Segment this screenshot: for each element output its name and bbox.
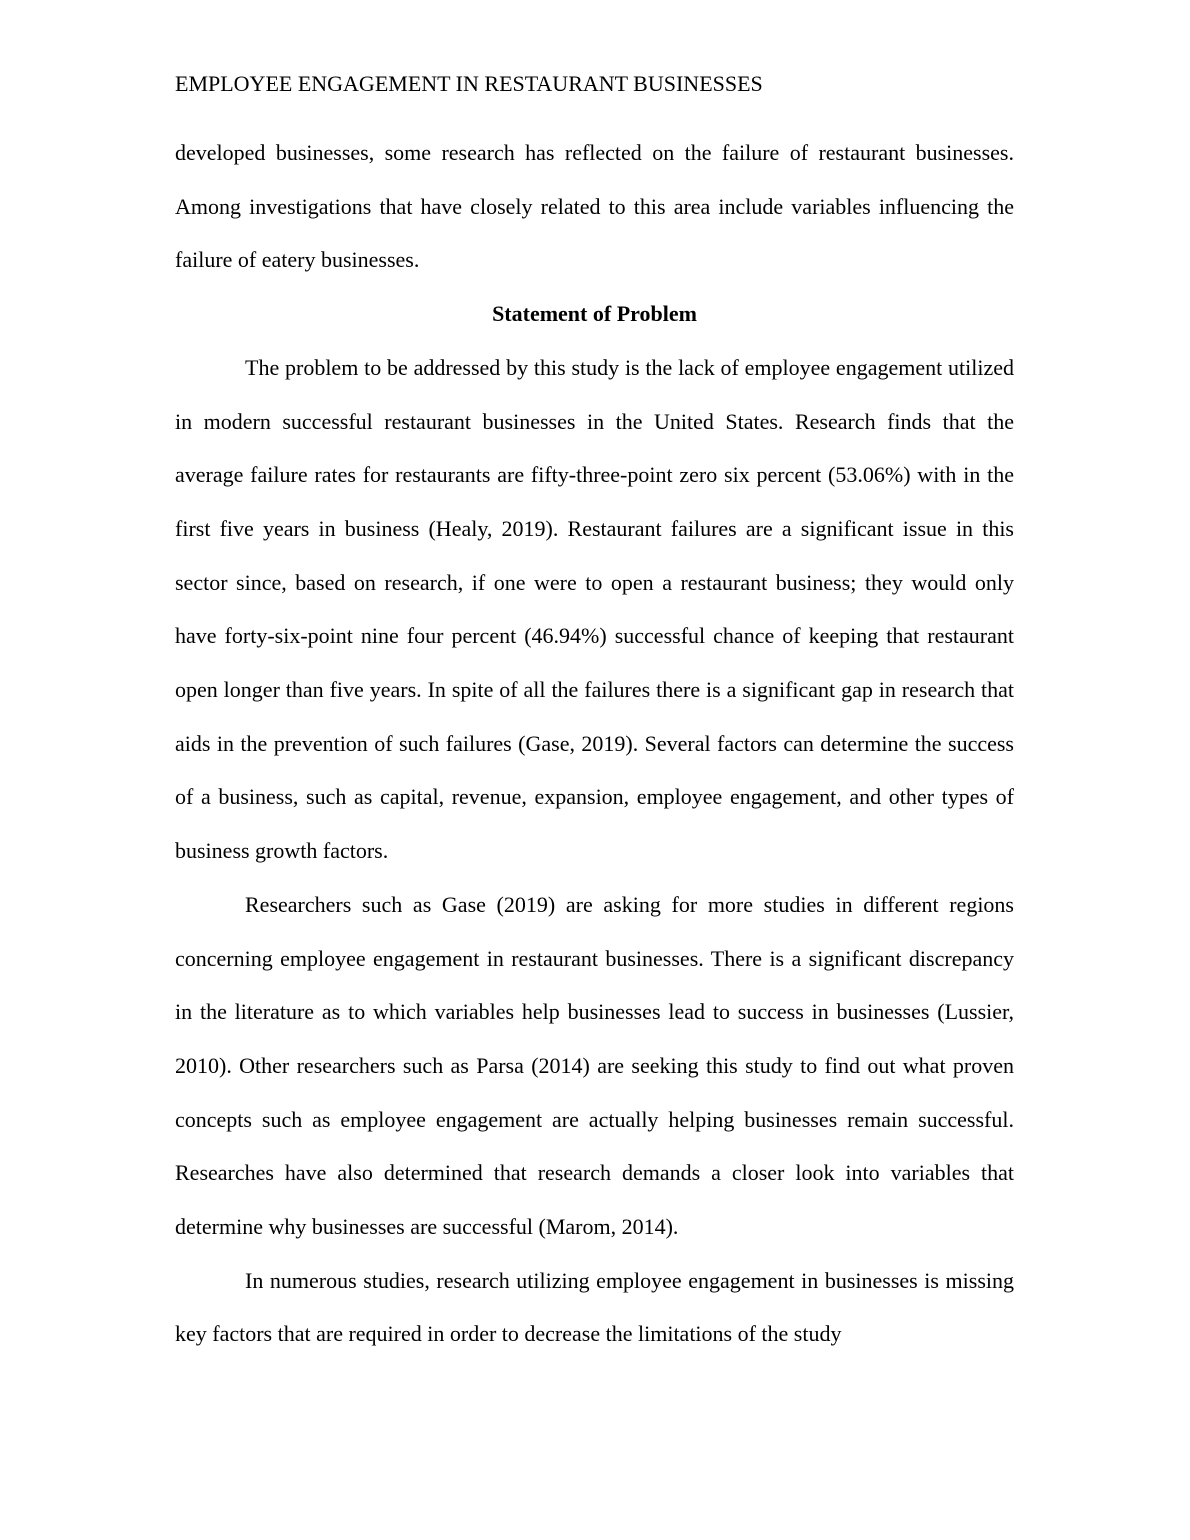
paragraph: The problem to be addressed by this study is the lack of employee engagement utilized in modern successful restaurant businesses in the United States. Research finds that the average failure rates for restaurants are fifty-three-point zero six percent (53.06%) with in the first five years in business (Healy, 2019). Restaurant failures are a significant issue in this sector since, based on research, if one were to open a restaurant business; they would only have forty-six-point nine four percent (46.94%) successful chance of keeping that restaurant open longer than five years. In spite of all the failures there is a significant gap in research that aids in the prevention of such failures (Gase, 2019). Several factors can determine the success of a business, such as capital, revenue, expansion, employee engagement, and other types of business growth factors. (175, 354, 1014, 864)
section-heading: Statement of Problem (492, 301, 697, 327)
paragraph: In numerous studies, research utilizing employee engagement in businesses is missing key factors that are required in order to decrease the limitations of the study (175, 1267, 1014, 1347)
running-head: EMPLOYEE ENGAGEMENT IN RESTAURANT BUSINESSES (175, 71, 763, 96)
continued-paragraph: developed businesses, some research has reflected on the failure of restaurant businesses. Among investigations that have closely related to this area include variables influencing the failure of eatery businesses. (175, 140, 1014, 273)
paragraph: Researchers such as Gase (2019) are asking for more studies in different regions concerning employee engagement in restaurant businesses. There is a significant discrepancy in the literature as to which variables help businesses lead to success in businesses (Lussier, 2010). Other researchers such as Parsa (2014) are seeking this study to find out what proven concepts such as employee engagement are actually helping businesses remain successful. Researches have also determined that research demands a closer look into variables that determine why businesses are successful (Marom, 2014). (175, 891, 1014, 1240)
body-text (175, 126, 1014, 1361)
